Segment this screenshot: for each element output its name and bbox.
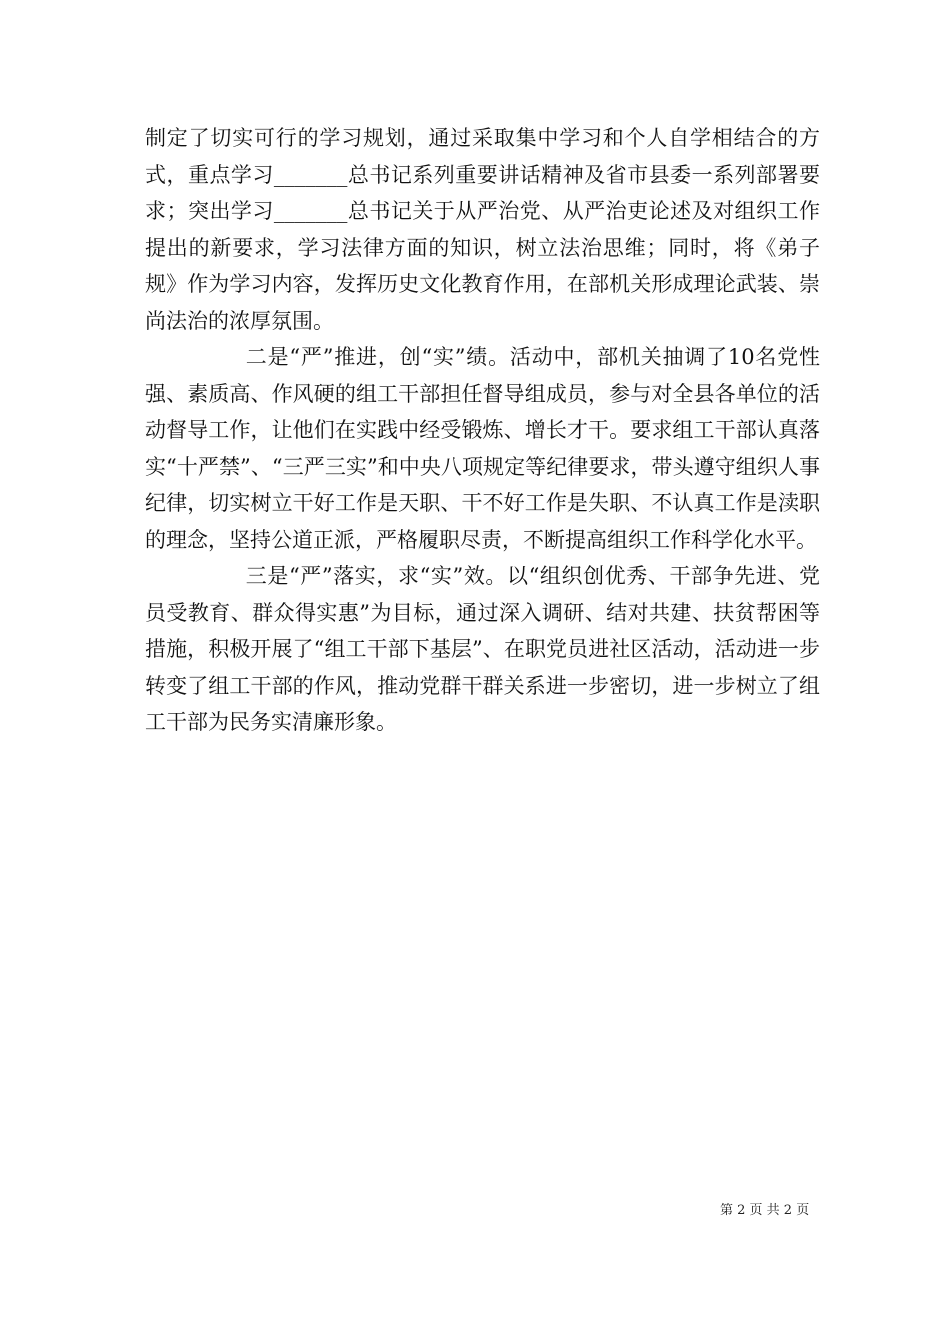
paragraph-study-plan: 制定了切实可行的学习规划，通过采取集中学习和个人自学相结合的方式，重点学习_______总书记系列重要讲话精神及省市县委一系列部署要求；突出学习_______总书记关于从严治党、从严治吏论述及对组织工作提出的新要求，学习法律方面的知识，树立法治思维；同时，将《弟子规》作为学习内容，发挥历史文化教育作用，在部机关形成理论武装、崇尚法治的浓厚氛围。	[145, 126, 820, 333]
paragraph-strict-advance: 二是“严”推进，创“实”绩。活动中，部机关抽调了10名党性强、素质高、作风硬的组工干部担任督导组成员，参与对全县各单位的活动督导工作，让他们在实践中经受锻炼、增长才干。要求组工干部认真落实“十严禁”、“三严三实”和中央八项规定等纪律要求，带头遵守组织人事纪律，切实树立干好工作是天职、干不好工作是失职、不认真工作是渎职的理念，坚持公道正派，严格履职尽责，不断提高组织工作科学化水平。	[145, 345, 820, 552]
document-body	[145, 120, 820, 741]
paragraph-strict-implement: 三是“严”落实，求“实”效。以“组织创优秀、干部争先进、党员受教育、群众得实惠”为目标，通过深入调研、结对共建、扶贫帮困等措施，积极开展了“组工干部下基层”、在职党员进社区活动，活动进一步转变了组工干部的作风，推动党群干群关系进一步密切，进一步树立了组工干部为民务实清廉形象。	[145, 564, 820, 734]
page-number-footer: 第 2 页 共 2 页	[720, 1203, 810, 1218]
